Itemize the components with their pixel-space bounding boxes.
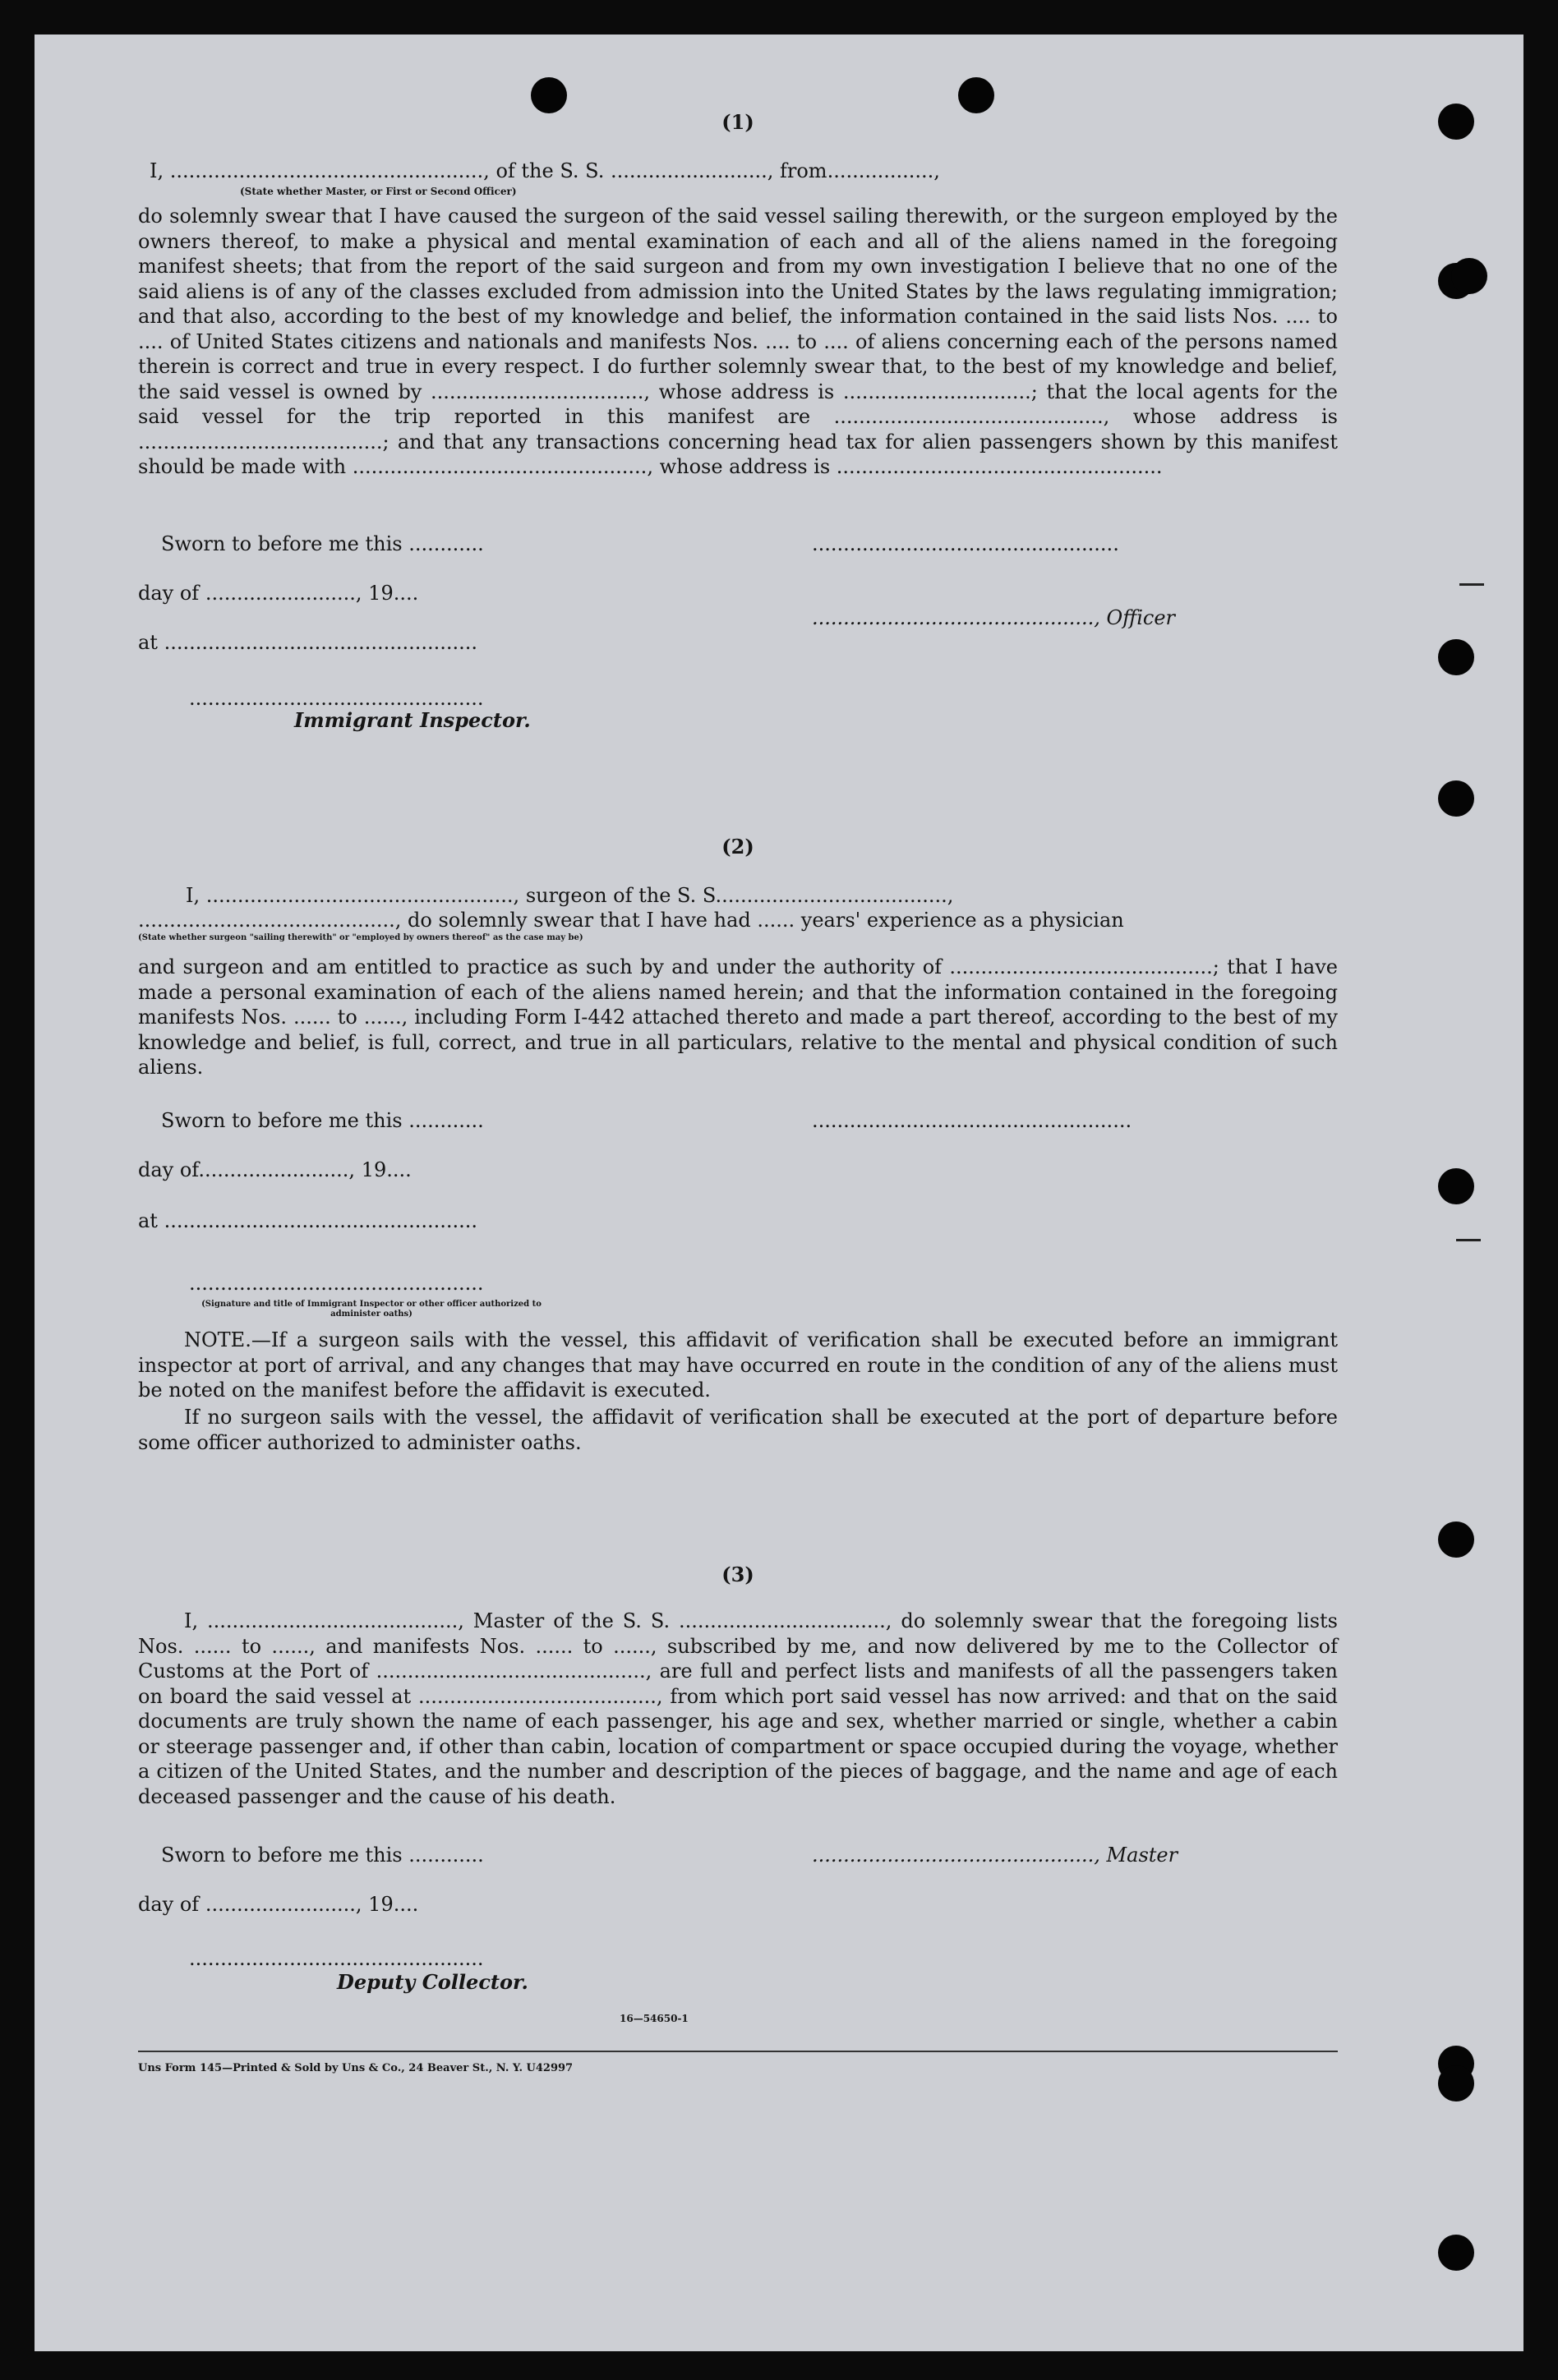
s2-oath-text: and surgeon and am entitled to practice as such by and under the authority of ..........................................; that I have made a personal examination of each of the aliens named herein; and that the information contained in the foregoing manifests Nos. ...... to ......, including Form I-442 attached thereto and made a part thereof, according to the best of my knowledge and belief, is full, correct, and true in all particulars, relative to the mental and physical condition of such aliens. [138,955,1338,1079]
s1-day-line: day of ........................, 19.... [138,582,419,605]
punch-hole [1451,258,1487,294]
s3-collector-signature-dots: ............................................... [189,1947,484,1970]
s3-day-line: day of ........................, 19.... [138,1893,419,1916]
s2-sworn-line: Sworn to before me this ............ [161,1109,484,1132]
footer-rule [138,2051,1338,2052]
s1-inspector-title: Immigrant Inspector. [294,708,531,732]
printer-imprint: Uns Form 145—Printed & Sold by Uns & Co., 24 Beaver St., N. Y. U42997 [138,2062,574,2074]
s2-note-paragraph-2: If no surgeon sails with the vessel, the affidavit of verification shall be executed at the port of departure before some officer authorized to administer oaths. [138,1406,1338,1454]
form-number: 16—54650-1 [620,2013,689,2024]
s1-first-line: I, .................................................., of the S. S. ........................., from................., [150,159,940,182]
s1-rank-note: (State whether Master, or First or Second Officer) [240,186,517,197]
s1-inspector-signature-dots: ............................................... [189,687,484,710]
s3-collector-title: Deputy Collector. [337,1970,528,1994]
edge-mark [1456,1239,1481,1241]
punch-hole [531,77,567,113]
s1-at-line: at .................................................. [138,631,478,654]
punch-hole [1438,2065,1474,2101]
punch-hole [1438,1168,1474,1204]
punch-hole [1438,780,1474,817]
s2-at-line: at .................................................. [138,1209,478,1232]
s2-surgeon-note: (State whether surgeon "sailing therewith" or "employed by owners thereof" as the case may be) [138,933,583,942]
section-2-heading: (2) [721,835,754,859]
s1-sworn-line: Sworn to before me this ............ [161,532,484,555]
punch-hole [958,77,994,113]
punch-hole [1438,639,1474,675]
punch-hole [1438,1521,1474,1558]
s1-oath-text: do solemnly swear that I have caused the surgeon of the said vessel sailing therewith, or the surgeon employed by the owners thereof, to make a physical and mental examination of each and all of the aliens named in the foregoing manifest sheets; that from the report of the said surgeon and from my own investigation I believe that no one of the said aliens is of any of the classes excluded from admission into the United States by the laws regulating immigration; and that also, according to the best of my knowledge and belief, the information contained in the said lists Nos. .... to .... of United States citizens and nationals and manifests Nos. .... to .... of aliens concerning each of the persons named therein is correct and true in every respect. I do further solemnly swear that, to the best of my knowledge and belief, the said vessel is owned by .................................., whose address is ..............................; that the local agents for the said vessel for the trip reported in this manifest are ..........................................., whose address is .......................................; and that any transactions concerning head tax for alien passengers shown by this manifest should be made with ..............................................., whose address is .................................................... [138,205,1338,478]
s2-signature-note: (Signature and title of Immigrant Inspector or other officer authorized to administer oaths) [201,1300,542,1319]
s1-officer-line: ............................................., Officer [812,606,1176,629]
s3-master-line: ............................................., Master [812,1844,1178,1867]
document-page [35,35,1523,2351]
s2-signature-dots-left: ............................................... [189,1272,484,1295]
s3-oath-text: I, ........................................, Master of the S. S. ................................., do solemnly swear that the foregoing lists Nos. ...... to ......, and manifests Nos. ...... to ......, subscribed by me, and now delivered by me to the Collector of Customs at the Port of ..........................................., are full and perfect lists and manifests of all the passengers taken on board the said vessel at ......................................, from which port said vessel has now arrived: and that on the said documents are truly shown the name of each passenger, his age and sex, whether married or single, whether a cabin or steerage passenger and, if other than cabin, location of compartment or space occupied during the voyage, whether a citizen of the United States, and the number and description of the pieces of baggage, and the name and age of each deceased passenger and the cause of his death. [138,1609,1338,1808]
s2-first-line: I, ................................................., surgeon of the S. S....................................., [186,884,954,907]
s2-day-line: day of........................, 19.... [138,1158,412,1181]
edge-mark [1459,583,1484,586]
punch-hole [1438,2235,1474,2271]
s1-signature-dots-right: ................................................. [812,532,1119,555]
s2-signature-dots-right: ................................................... [812,1109,1132,1132]
s2-second-line: ........................................., do solemnly swear that I have had ...... years' experience as a physician [138,909,1124,932]
punch-hole [1438,104,1474,140]
section-3-heading: (3) [721,1563,754,1586]
s2-note-paragraph: NOTE.—If a surgeon sails with the vessel, this affidavit of verification shall be executed before an immigrant inspector at port of arrival, and any changes that may have occurred en route in the condition of any of the aliens must be noted on the manifest before the affidavit is executed. [138,1328,1338,1402]
s3-sworn-line: Sworn to before me this ............ [161,1844,484,1867]
section-1-heading: (1) [721,110,754,134]
